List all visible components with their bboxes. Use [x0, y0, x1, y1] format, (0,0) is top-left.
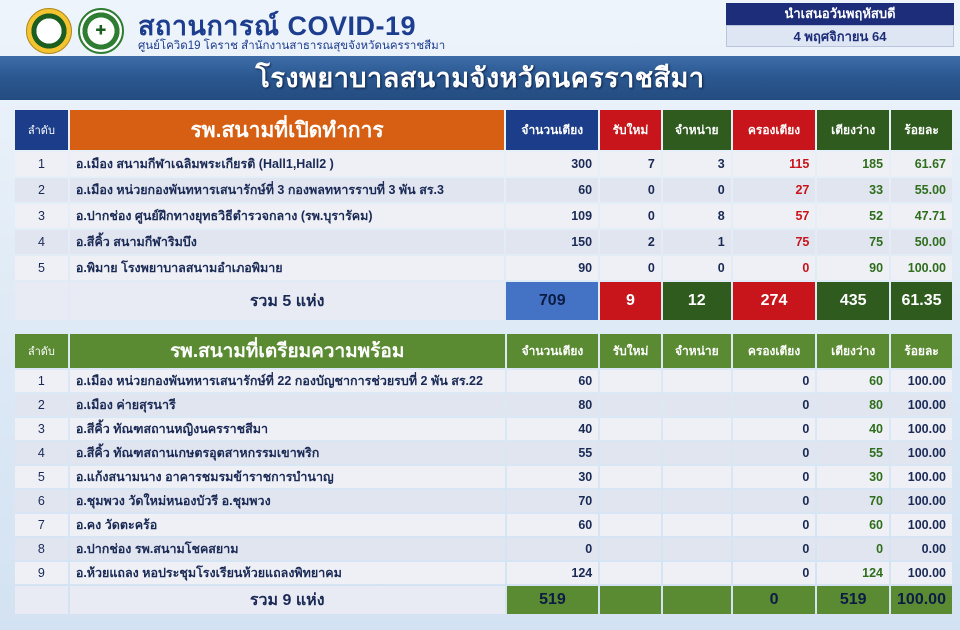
row-beds: 90 [506, 256, 598, 280]
row-vacant: 0 [817, 538, 889, 560]
row-discharged: 0 [663, 178, 731, 202]
row-percent: 100.00 [891, 256, 952, 280]
row-name: อ.พิมาย โรงพยาบาลสนามอำเภอพิมาย [70, 256, 505, 280]
row-name: อ.สีคิ้ว สนามกีฬาริมบึง [70, 230, 505, 254]
header-beds: จำนวนเตียง [506, 110, 598, 150]
row-vacant: 60 [817, 514, 889, 536]
row-rank: 8 [15, 538, 68, 560]
table-row [15, 562, 952, 584]
header-new: รับใหม่ [600, 334, 661, 368]
header-discharged: จำหน่าย [663, 334, 731, 368]
row-rank: 4 [15, 442, 68, 464]
total-label: รวม 5 แห่ง [70, 282, 505, 320]
present-label: นำเสนอวันพฤหัสบดี [726, 3, 954, 25]
row-vacant: 33 [817, 178, 889, 202]
table-header-row [15, 110, 952, 150]
row-percent: 100.00 [891, 418, 952, 440]
row-name: อ.ชุมพวง วัดใหม่หนองบัวรี อ.ชุมพวง [70, 490, 505, 512]
row-discharged: 1 [663, 230, 731, 254]
header-vacant: เตียงว่าง [817, 110, 889, 150]
row-name: อ.เมือง หน่วยกองพันทหารเสนารักษ์ที่ 3 กองพลทหารราบที่ 3 พัน สร.3 [70, 178, 505, 202]
row-beds: 40 [507, 418, 599, 440]
row-rank: 5 [15, 466, 68, 488]
row-name: อ.ปากช่อง ศูนย์ฝึกทางยุทธวิธีตำรวจกลาง (รพ.บุรารัคม) [70, 204, 505, 228]
korat-covid-center-logo [26, 8, 72, 54]
row-percent: 0.00 [891, 538, 952, 560]
row-new: 0 [600, 256, 661, 280]
header-percent: ร้อยละ [891, 334, 952, 368]
row-rank: 4 [15, 230, 68, 254]
header-new: รับใหม่ [600, 110, 661, 150]
row-rank: 2 [15, 178, 68, 202]
row-occupied: 0 [733, 442, 816, 464]
row-occupied: 115 [733, 152, 816, 176]
row-vacant: 80 [817, 394, 889, 416]
table-row [15, 394, 952, 416]
row-percent: 100.00 [891, 514, 952, 536]
row-vacant: 55 [817, 442, 889, 464]
table-row [15, 538, 952, 560]
table-row [15, 418, 952, 440]
total-beds: 519 [507, 586, 599, 614]
row-rank: 3 [15, 418, 68, 440]
row-name: อ.แก้งสนามนาง อาคารชมรมข้าราชการบำนาญ [70, 466, 505, 488]
row-discharged: 0 [663, 256, 731, 280]
row-beds: 60 [506, 178, 598, 202]
present-date: 4 พฤศจิกายน 64 [726, 25, 954, 47]
row-occupied: 0 [733, 514, 816, 536]
header-beds: จำนวนเตียง [507, 334, 599, 368]
header-rank: ลำดับ [15, 110, 68, 150]
section-title-open: รพ.สนามที่เปิดทำการ [70, 110, 505, 150]
row-rank: 1 [15, 370, 68, 392]
row-new: 0 [600, 204, 661, 228]
row-new: 0 [600, 178, 661, 202]
total-vacant: 519 [817, 586, 889, 614]
row-name: อ.สีคิ้ว ทัณฑสถานเกษตรอุตสาหกรรมเขาพริก [70, 442, 505, 464]
total-percent: 100.00 [891, 586, 952, 614]
table-row [15, 178, 952, 202]
header-occupied: ครองเตียง [733, 110, 816, 150]
row-beds: 60 [507, 370, 599, 392]
row-name: อ.คง วัดตะคร้อ [70, 514, 505, 536]
public-health-office-logo: ✚ [78, 8, 124, 54]
row-name: อ.เมือง สนามกีฬาเฉลิมพระเกียรติ (Hall1,Hall2 ) [70, 152, 505, 176]
row-occupied: 0 [733, 490, 816, 512]
row-vacant: 40 [817, 418, 889, 440]
row-new: 2 [600, 230, 661, 254]
table-header-row [15, 334, 952, 368]
row-beds: 55 [507, 442, 599, 464]
row-beds: 109 [506, 204, 598, 228]
row-name: อ.ห้วยแถลง หอประชุมโรงเรียนห้วยแถลงพิทยาคม [70, 562, 505, 584]
row-percent: 100.00 [891, 466, 952, 488]
row-rank: 9 [15, 562, 68, 584]
header-rank: ลำดับ [15, 334, 68, 368]
row-vacant: 124 [817, 562, 889, 584]
row-new: 7 [600, 152, 661, 176]
total-label: รวม 9 แห่ง [70, 586, 505, 614]
row-occupied: 0 [733, 394, 816, 416]
header-discharged: จำหน่าย [663, 110, 731, 150]
row-rank: 1 [15, 152, 68, 176]
row-discharged: 8 [663, 204, 731, 228]
row-occupied: 75 [733, 230, 816, 254]
row-vacant: 60 [817, 370, 889, 392]
row-percent: 50.00 [891, 230, 952, 254]
row-percent: 100.00 [891, 490, 952, 512]
row-percent: 61.67 [891, 152, 952, 176]
row-beds: 0 [507, 538, 599, 560]
row-occupied: 0 [733, 370, 816, 392]
row-occupied: 0 [733, 562, 816, 584]
table-row [15, 514, 952, 536]
row-occupied: 27 [733, 178, 816, 202]
row-beds: 124 [507, 562, 599, 584]
row-name: อ.สีคิ้ว ทัณฑสถานหญิงนครราชสีมา [70, 418, 505, 440]
row-percent: 47.71 [891, 204, 952, 228]
header-percent: ร้อยละ [891, 110, 952, 150]
table-row [15, 370, 952, 392]
table-row [15, 230, 952, 254]
row-percent: 100.00 [891, 442, 952, 464]
open-hospitals-table [13, 108, 954, 322]
table-row [15, 152, 952, 176]
total-discharged: 12 [663, 282, 731, 320]
page-title: สถานการณ์ COVID-19 [138, 11, 417, 41]
table-row [15, 466, 952, 488]
row-rank: 7 [15, 514, 68, 536]
row-percent: 100.00 [891, 394, 952, 416]
row-vacant: 70 [817, 490, 889, 512]
row-beds: 150 [506, 230, 598, 254]
row-beds: 60 [507, 514, 599, 536]
page-subtitle: ศูนย์โควิด19 โคราช สำนักงานสาธารณสุขจังหวัดนครราชสีมา [138, 40, 446, 52]
row-occupied: 57 [733, 204, 816, 228]
total-beds: 709 [506, 282, 598, 320]
row-rank: 5 [15, 256, 68, 280]
row-occupied: 0 [733, 256, 816, 280]
total-new: 9 [600, 282, 661, 320]
row-vacant: 185 [817, 152, 889, 176]
row-vacant: 30 [817, 466, 889, 488]
row-rank: 2 [15, 394, 68, 416]
presentation-date-box [726, 3, 954, 47]
row-discharged: 3 [663, 152, 731, 176]
row-occupied: 0 [733, 466, 816, 488]
page-header [0, 0, 960, 56]
total-occupied: 274 [733, 282, 816, 320]
header-occupied: ครองเตียง [733, 334, 816, 368]
table-row [15, 204, 952, 228]
table-row [15, 490, 952, 512]
row-rank: 6 [15, 490, 68, 512]
total-occupied: 0 [733, 586, 816, 614]
row-name: อ.เมือง หน่วยกองพันทหารเสนารักษ์ที่ 22 กองบัญชาการช่วยรบที่ 2 พัน สร.22 [70, 370, 505, 392]
total-row [15, 586, 952, 614]
row-name: อ.เมือง ค่ายสุรนารี [70, 394, 505, 416]
header-vacant: เตียงว่าง [817, 334, 889, 368]
banner-title: โรงพยาบาลสนามจังหวัดนครราชสีมา [0, 56, 960, 100]
row-vacant: 75 [817, 230, 889, 254]
total-percent: 61.35 [891, 282, 952, 320]
total-row [15, 282, 952, 320]
table-row [15, 442, 952, 464]
row-rank: 3 [15, 204, 68, 228]
row-occupied: 0 [733, 418, 816, 440]
row-beds: 70 [507, 490, 599, 512]
row-name: อ.ปากช่อง รพ.สนามโชคสยาม [70, 538, 505, 560]
row-beds: 80 [507, 394, 599, 416]
row-beds: 30 [507, 466, 599, 488]
row-percent: 100.00 [891, 370, 952, 392]
ready-hospitals-table [13, 332, 954, 616]
table-row [15, 256, 952, 280]
row-occupied: 0 [733, 538, 816, 560]
total-vacant: 435 [817, 282, 889, 320]
row-beds: 300 [506, 152, 598, 176]
row-percent: 55.00 [891, 178, 952, 202]
row-percent: 100.00 [891, 562, 952, 584]
row-vacant: 52 [817, 204, 889, 228]
section-title-ready: รพ.สนามที่เตรียมความพร้อม [70, 334, 505, 368]
row-vacant: 90 [817, 256, 889, 280]
